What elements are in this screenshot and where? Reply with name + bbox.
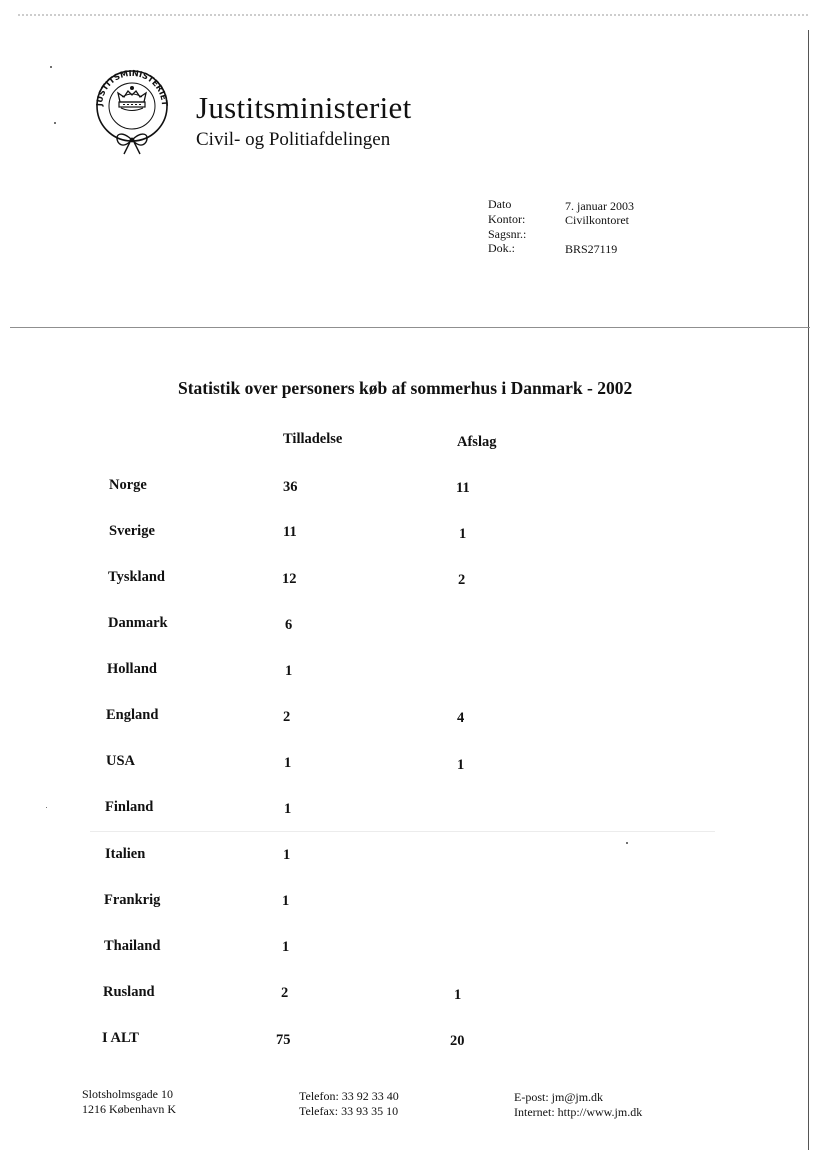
crown-icon [118,86,146,111]
table-row-tilladelse: 1 [283,847,291,863]
table-row-tilladelse: 1 [285,663,293,679]
table-row-tilladelse: 6 [285,617,293,633]
table-row-country: England [106,707,159,723]
footer-internet-link[interactable]: Internet: http://www.jm.dk [514,1105,643,1119]
footer-telefon: Telefon: 33 92 33 40 [299,1089,399,1103]
table-total-tilladelse: 75 [276,1032,291,1048]
table-row-tilladelse: 1 [282,939,290,955]
table-row-afslag: 11 [456,480,470,496]
column-header-tilladelse: Tilladelse [283,431,343,447]
table-row-tilladelse: 2 [281,985,289,1001]
table-row-country: Danmark [108,615,168,631]
scan-speck [46,807,47,808]
table-total-afslag: 20 [450,1033,465,1049]
crest-lettering: JUSTITSMINISTERIET [93,68,171,107]
ministry-name: Justitsministeriet [196,90,412,125]
table-row-tilladelse: 12 [282,571,297,587]
table-row-country: Finland [105,799,154,815]
scan-speck [626,842,628,844]
scan-edge-right [808,30,809,1150]
table-row-tilladelse: 36 [283,479,298,495]
table-row-country: Norge [109,477,147,493]
table-total-label: I ALT [102,1030,139,1046]
table-row-tilladelse: 11 [283,524,297,540]
department-name: Civil- og Politiafdelingen [196,129,391,150]
footer-contact-block [514,1090,642,1120]
scan-speck [50,66,52,68]
table-row-country: Rusland [103,984,155,1000]
table-row-tilladelse: 1 [284,801,292,817]
meta-sagsnr-label: Sagsnr.: [488,227,527,241]
meta-dato-value: 7. januar 2003 [565,199,634,213]
table-row-country: Thailand [104,938,161,954]
footer-telefax: Telefax: 33 93 35 10 [299,1104,399,1118]
table-row-country: Italien [105,846,146,862]
table-row-country: Sverige [109,523,155,539]
footer-phone-block [299,1089,399,1119]
table-row-country: Frankrig [104,892,161,908]
header-divider [10,327,810,328]
table-row-country: Holland [107,661,157,677]
table-row-tilladelse: 1 [282,893,290,909]
table-row-afslag: 1 [457,757,465,773]
meta-kontor-value: Civilkontoret [565,213,629,227]
footer-address-street: Slotsholmsgade 10 [82,1087,174,1101]
ministry-crest-logo [92,68,172,156]
table-row-tilladelse: 2 [283,709,291,725]
table-row-afslag: 1 [454,987,462,1003]
document-title: Statistik over personers køb af sommerhus i Danmark - 2002 [178,378,633,398]
meta-dato-label: Dato [488,197,512,211]
column-header-afslag: Afslag [457,434,497,450]
table-row-tilladelse: 1 [284,755,292,771]
table-row-afslag: 2 [458,572,466,588]
footer-email-link[interactable]: E-post: jm@jm.dk [514,1090,604,1104]
footer-address-city: 1216 København K [82,1102,176,1116]
meta-dok-label: Dok.: [488,241,515,255]
ribbon-bow-icon [117,134,147,154]
scan-speck [54,122,56,124]
footer-address [82,1087,176,1117]
table-row-afslag: 4 [457,710,465,726]
table-row-country: Tyskland [108,569,165,585]
meta-kontor-label: Kontor: [488,212,526,226]
scan-edge-top [18,14,808,16]
table-row-afslag: 1 [459,526,467,542]
meta-dok-value: BRS27119 [565,242,618,256]
scan-faint-line [90,831,715,832]
table-row-country: USA [106,753,136,769]
